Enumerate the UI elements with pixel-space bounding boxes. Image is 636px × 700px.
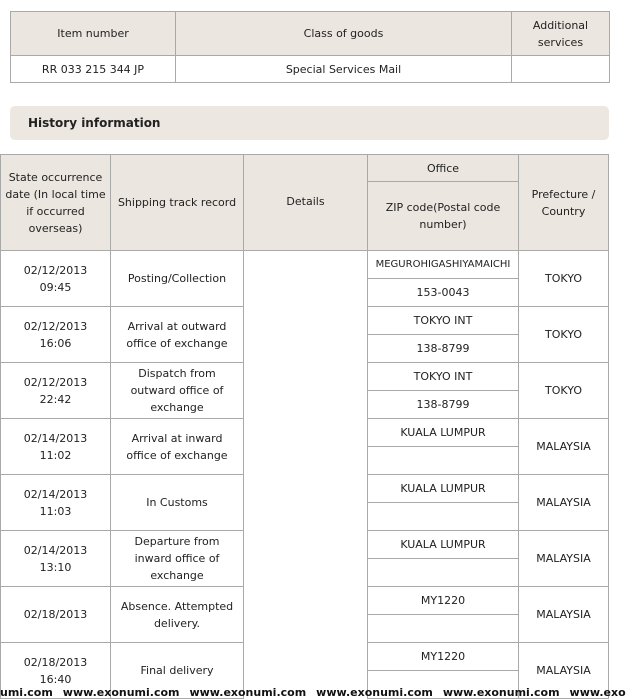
history-row	[1, 307, 609, 335]
state-date: 02/14/2013	[23, 543, 88, 557]
state-date-cell	[1, 251, 111, 307]
shipping-track-record: Arrival at outward office of exchange	[111, 307, 244, 363]
office-name: KUALA LUMPUR	[368, 475, 519, 503]
zip-code: 138-8799	[368, 391, 519, 419]
zip-code	[368, 615, 519, 643]
watermark-text: www.exonumi.com	[316, 686, 433, 699]
office-name: MY1220	[368, 643, 519, 671]
state-date-cell	[1, 363, 111, 419]
watermark-text: www.exonumi.com	[62, 686, 180, 699]
watermark-text: www.exonumi.com	[442, 686, 560, 699]
prefecture-header: Prefecture / Country	[519, 155, 609, 251]
watermark-text: umi.com	[0, 686, 53, 699]
zip-code	[368, 503, 519, 531]
office-name: KUALA LUMPUR	[368, 531, 519, 559]
history-table	[0, 154, 609, 699]
item-number-value: RR 033 215 344 JP	[11, 56, 176, 83]
state-date-cell	[1, 531, 111, 587]
prefecture-country: TOKYO	[519, 307, 609, 363]
history-row	[1, 475, 609, 503]
state-date: 02/14/2013	[23, 487, 88, 501]
class-of-goods-header: Class of goods	[176, 12, 512, 56]
state-time: 16:40	[39, 672, 72, 686]
record-header: Shipping track record	[111, 155, 244, 251]
state-date: 02/18/2013	[23, 655, 88, 669]
history-row	[1, 643, 609, 671]
state-time: 16:06	[39, 336, 72, 350]
state-time: 11:02	[39, 448, 72, 462]
watermark-footer	[0, 686, 626, 700]
prefecture-country: TOKYO	[519, 363, 609, 419]
state-date: 02/18/2013	[23, 608, 88, 621]
item-number-header: Item number	[11, 12, 176, 56]
state-time: 22:42	[39, 392, 72, 406]
state-date-cell	[1, 419, 111, 475]
history-information-heading: History information	[10, 106, 609, 140]
details-cell	[244, 307, 368, 363]
details-cell	[244, 531, 368, 587]
office-name: TOKYO INT	[368, 363, 519, 391]
details-cell	[244, 419, 368, 475]
details-cell	[244, 475, 368, 531]
state-time: 11:03	[39, 504, 72, 518]
watermark-text: www.exonumi.com	[189, 686, 307, 699]
history-row	[1, 531, 609, 559]
shipping-track-record: Dispatch from outward office of exchange	[111, 363, 244, 419]
prefecture-country: MALAYSIA	[519, 587, 609, 643]
zip-code	[368, 559, 519, 587]
details-cell	[244, 587, 368, 643]
shipping-track-record: Absence. Attempted delivery.	[111, 587, 244, 643]
state-date-cell	[1, 475, 111, 531]
history-row	[1, 419, 609, 447]
prefecture-country: MALAYSIA	[519, 531, 609, 587]
prefecture-country: MALAYSIA	[519, 475, 609, 531]
prefecture-country: MALAYSIA	[519, 643, 609, 699]
zip-code: 153-0043	[368, 279, 519, 307]
history-row	[1, 587, 609, 615]
shipping-track-record: Final delivery	[111, 643, 244, 699]
details-cell	[244, 363, 368, 419]
state-date-cell	[1, 307, 111, 363]
office-name: MY1220	[368, 587, 519, 615]
office-name: TOKYO INT	[368, 307, 519, 335]
details-header: Details	[244, 155, 368, 251]
details-cell	[244, 251, 368, 307]
office-header: Office	[368, 155, 519, 182]
state-date-cell	[1, 587, 111, 643]
history-row	[1, 251, 609, 279]
watermark-text: www.exo	[569, 686, 626, 699]
office-name: KUALA LUMPUR	[368, 419, 519, 447]
additional-services-header: Additional services	[512, 12, 610, 56]
shipping-track-record: In Customs	[111, 475, 244, 531]
state-date: 02/12/2013	[23, 375, 88, 389]
office-name: MEGUROHIGASHIYAMAICHI	[368, 251, 519, 279]
additional-services-value	[512, 56, 610, 83]
zip-code	[368, 447, 519, 475]
state-date: 02/12/2013	[23, 263, 88, 277]
shipping-track-record: Departure from inward office of exchange	[111, 531, 244, 587]
prefecture-country: TOKYO	[519, 251, 609, 307]
state-date: 02/12/2013	[23, 319, 88, 333]
history-row	[1, 363, 609, 391]
shipping-track-record: Posting/Collection	[111, 251, 244, 307]
state-date: 02/14/2013	[23, 431, 88, 445]
prefecture-country: MALAYSIA	[519, 419, 609, 475]
state-time: 09:45	[39, 280, 72, 294]
item-info-table	[10, 11, 610, 83]
date-header: State occurrence date (In local time if occurred overseas)	[1, 155, 111, 251]
zip-header: ZIP code(Postal code number)	[368, 182, 519, 251]
state-time: 13:10	[39, 560, 72, 574]
zip-code: 138-8799	[368, 335, 519, 363]
shipping-track-record: Arrival at inward office of exchange	[111, 419, 244, 475]
class-of-goods-value: Special Services Mail	[176, 56, 512, 83]
